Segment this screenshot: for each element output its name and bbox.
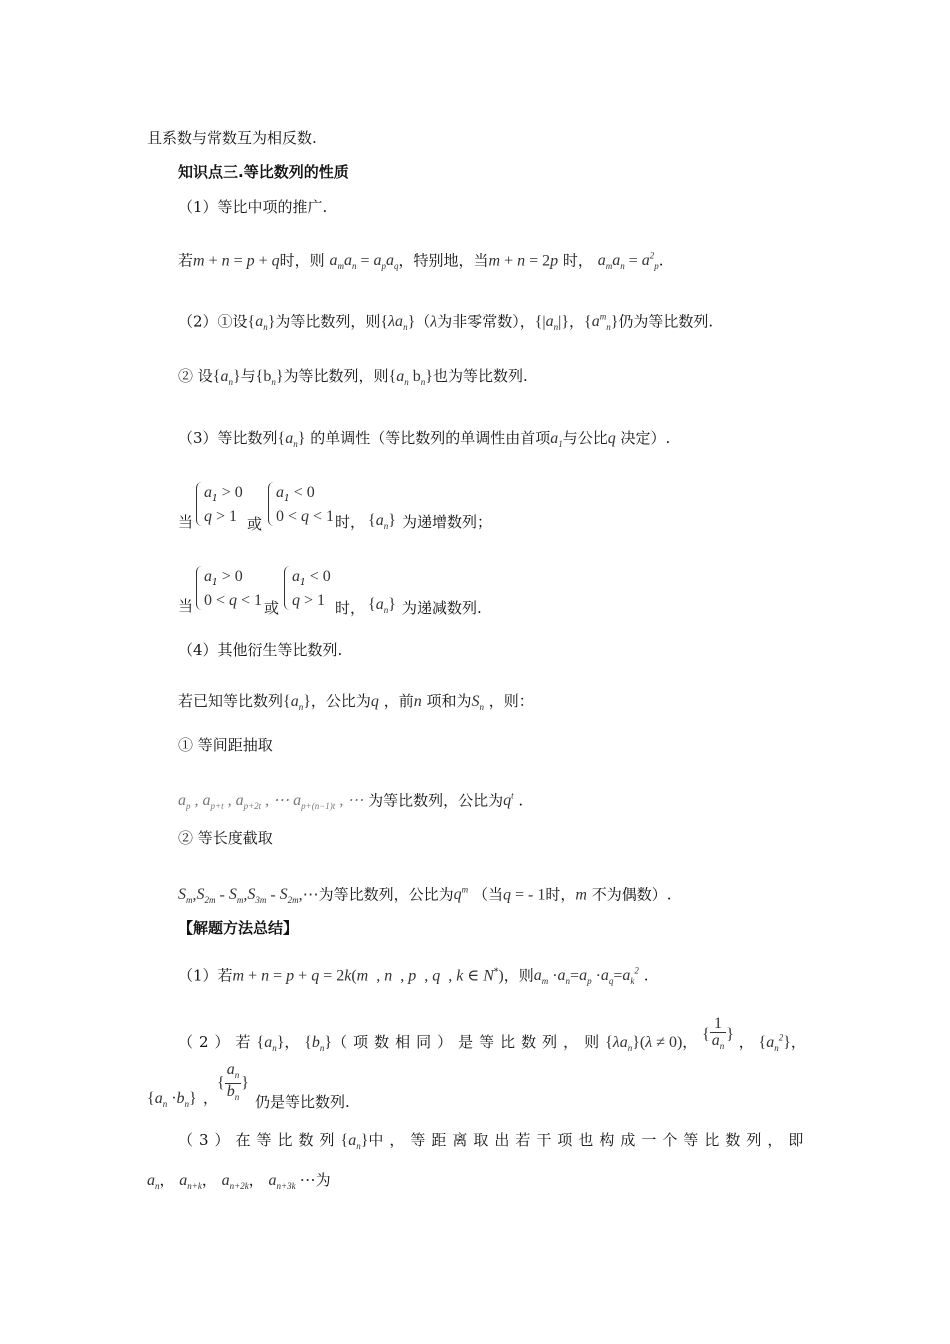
p2-line-1: （2）①设$\{a_n\}$为等比数列，则$\{\lambda a_n\}(\lambda$为非零常数），$\{|a_n|\}$，$\{a^m_n\}$仍为等比数列. [178,312,714,333]
p4-case-1-formula: $a_p$ , $a_{p+t}$ , $a_{p+2t}$ , ⋯ $a_{p+(n-1)t}$ , ⋯ 为等比数列，公比为$q^t$ . [178,791,524,812]
p3-decreasing-line: 当 $a_1 > 0$ 0 < q < 1 或 $a_1 < 0$ q > 1 时， $\{a_n\}$ 为递减数列. [178,568,482,617]
p4-heading: （4）其他衍生等比数列. [178,641,343,659]
summary-title: 【解题方法总结】 [178,919,299,937]
p3-heading: （3）等比数列$\{a_n\}$ 的单调性（等比数列的单调性由首项$a_1$与公比q 决定）. [178,429,671,450]
p2-line-2: ② 设$\{a_n\}$与$\{b_n\}$为等比数列，则{$a_n$ $b_n$}也为等比数列. [178,367,528,388]
summary-3: （3）在等比数列$\{a_n\}$中，等距离取出若干项也构成一个等比数列，即 [178,1131,810,1152]
summary-1: （1）若m + n = p + q = 2k(m , n , p , q , k ∈ N*)，则$a_m \cdot a_n=a_p \cdot a_q=a_k^2$ . [178,966,649,987]
p1-heading: （1）等比中项的推广. [178,198,328,216]
section-title: 知识点三.等比数列的性质 [178,163,349,181]
p1-formula-line: 若m + n = p + q时，则 $a_ma_n = a_pa_q$，特别地，当m + n = 2p 时， $a_ma_n = a^2_p$. [178,251,664,272]
p4-case-2-title: ② 等长度截取 [178,829,273,847]
p4-case-2-formula: $S_m,S_{2m} - S_m,S_{3m}$ - $S_{2m},\cdots$为等比数列，公比为$q^m$ （当q = - 1时，m 不为偶数）. [178,885,672,906]
intro-tail: 且系数与常数互为相反数. [147,129,317,147]
p3-increasing-line: 当 $a_1 > 0$ q > 1 或 $a_1 < 0$ 0 < q < 1 时， $\{a_n\}$ 为递增数列； [178,484,493,533]
summary-2: （2）若$\{a_n\}$， $\{b_n\}$（项数相同）是等比数列，则$\{\lambda a_n\}(\lambda \ne 0)$， { $\frac{1}{a_n}$ } ， $\{a_n^2\}$， [178,1015,806,1054]
summary-3-cont: $a_n$， $a_{n+k}$， $a_{n+2k}$， $a_{n+3k}$ ⋯为 [147,1171,331,1192]
summary-2-cont: $\{a_n \cdot b_n\}$ ， { $\frac{a_n}{b_n}$ } 仍是等比数列. [147,1061,350,1111]
p4-case-1-title: ① 等间距抽取 [178,736,273,754]
p4-intro: 若已知等比数列$\{a_n\}$，公比为q ，前n 项和为$S_n$ ，则： [178,692,534,713]
